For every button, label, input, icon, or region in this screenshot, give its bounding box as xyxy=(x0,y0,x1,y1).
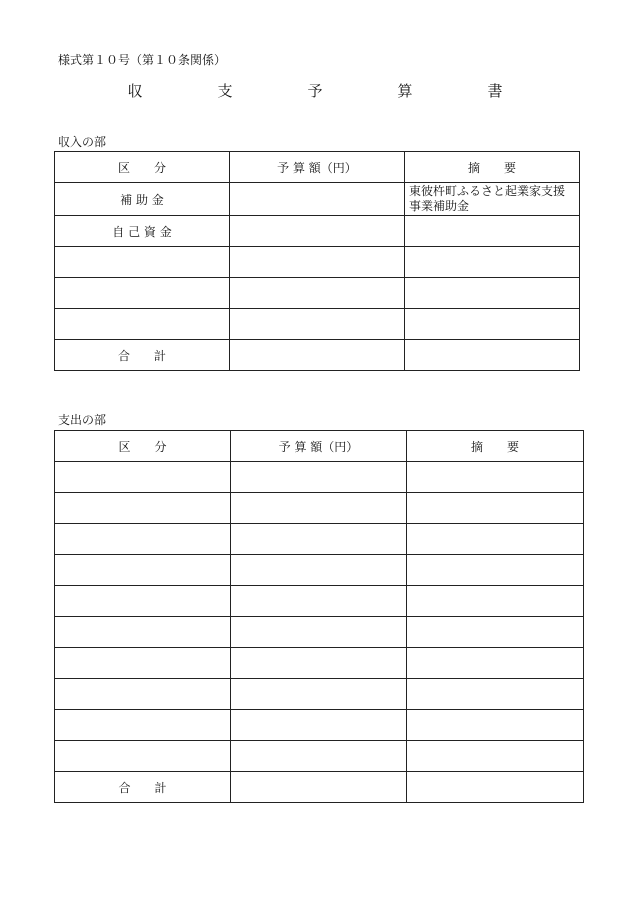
expense-amount-cell[interactable] xyxy=(231,462,407,493)
expense-table xyxy=(54,430,584,803)
expense-header-category: 区 分 xyxy=(55,431,231,462)
expense-amount-cell[interactable] xyxy=(231,710,407,741)
expense-total-note[interactable] xyxy=(407,772,584,803)
income-category-cell[interactable] xyxy=(55,247,230,278)
table-row xyxy=(55,247,580,278)
expense-category-cell[interactable] xyxy=(55,648,231,679)
expense-amount-cell[interactable] xyxy=(231,586,407,617)
expense-header-amount: 予 算 額（円） xyxy=(231,431,407,462)
income-amount-cell[interactable] xyxy=(230,183,405,216)
income-amount-cell[interactable] xyxy=(230,309,405,340)
expense-amount-cell[interactable] xyxy=(231,524,407,555)
expense-amount-cell[interactable] xyxy=(231,648,407,679)
income-note-cell[interactable] xyxy=(405,309,580,340)
table-row xyxy=(55,309,580,340)
income-note-cell[interactable] xyxy=(405,278,580,309)
income-header-category: 区 分 xyxy=(55,152,230,183)
income-total-note[interactable] xyxy=(405,340,580,371)
expense-amount-cell[interactable] xyxy=(231,741,407,772)
expense-category-cell[interactable] xyxy=(55,524,231,555)
expense-category-cell[interactable] xyxy=(55,710,231,741)
expense-note-cell[interactable] xyxy=(407,493,584,524)
income-amount-cell[interactable] xyxy=(230,216,405,247)
expense-category-cell[interactable] xyxy=(55,493,231,524)
expense-note-cell[interactable] xyxy=(407,524,584,555)
income-total-label: 合 計 xyxy=(55,340,230,371)
income-total-amount[interactable] xyxy=(230,340,405,371)
expense-note-cell[interactable] xyxy=(407,679,584,710)
expense-total-row xyxy=(55,772,584,803)
income-category-cell: 補 助 金 xyxy=(55,183,230,216)
table-row xyxy=(55,524,584,555)
expense-header-row xyxy=(55,431,584,462)
income-note-cell[interactable] xyxy=(405,216,580,247)
table-row xyxy=(55,710,584,741)
table-row xyxy=(55,493,584,524)
table-row xyxy=(55,617,584,648)
table-row xyxy=(55,462,584,493)
income-header-amount: 予 算 額（円） xyxy=(230,152,405,183)
expense-category-cell[interactable] xyxy=(55,679,231,710)
income-total-row xyxy=(55,340,580,371)
expense-note-cell[interactable] xyxy=(407,617,584,648)
expense-note-cell[interactable] xyxy=(407,648,584,679)
expense-note-cell[interactable] xyxy=(407,586,584,617)
expense-note-cell[interactable] xyxy=(407,555,584,586)
income-header-note: 摘 要 xyxy=(405,152,580,183)
expense-section-label: 支出の部 xyxy=(58,413,107,427)
document-title: 収 支 予 算 書 xyxy=(127,82,533,100)
expense-note-cell[interactable] xyxy=(407,741,584,772)
table-row xyxy=(55,679,584,710)
expense-amount-cell[interactable] xyxy=(231,617,407,648)
expense-category-cell[interactable] xyxy=(55,741,231,772)
table-row xyxy=(55,555,584,586)
expense-amount-cell[interactable] xyxy=(231,493,407,524)
table-row xyxy=(55,183,580,216)
expense-total-amount[interactable] xyxy=(231,772,407,803)
form-number: 様式第１０号（第１０条関係） xyxy=(58,53,227,67)
income-category-cell[interactable] xyxy=(55,309,230,340)
income-category-cell[interactable] xyxy=(55,278,230,309)
expense-amount-cell[interactable] xyxy=(231,679,407,710)
table-row xyxy=(55,741,584,772)
income-note-cell[interactable] xyxy=(405,247,580,278)
expense-category-cell[interactable] xyxy=(55,586,231,617)
expense-header-note: 摘 要 xyxy=(407,431,584,462)
income-note-cell[interactable]: 東彼杵町ふるさと起業家支援事業補助金 xyxy=(405,183,580,216)
expense-note-cell[interactable] xyxy=(407,462,584,493)
income-amount-cell[interactable] xyxy=(230,247,405,278)
table-row xyxy=(55,216,580,247)
expense-category-cell[interactable] xyxy=(55,617,231,648)
income-header-row xyxy=(55,152,580,183)
income-amount-cell[interactable] xyxy=(230,278,405,309)
expense-amount-cell[interactable] xyxy=(231,555,407,586)
table-row xyxy=(55,278,580,309)
expense-category-cell[interactable] xyxy=(55,462,231,493)
income-category-cell: 自 己 資 金 xyxy=(55,216,230,247)
expense-note-cell[interactable] xyxy=(407,710,584,741)
income-table xyxy=(54,151,580,371)
table-row xyxy=(55,586,584,617)
income-section-label: 収入の部 xyxy=(58,135,107,149)
expense-total-label: 合 計 xyxy=(55,772,231,803)
expense-category-cell[interactable] xyxy=(55,555,231,586)
table-row xyxy=(55,648,584,679)
